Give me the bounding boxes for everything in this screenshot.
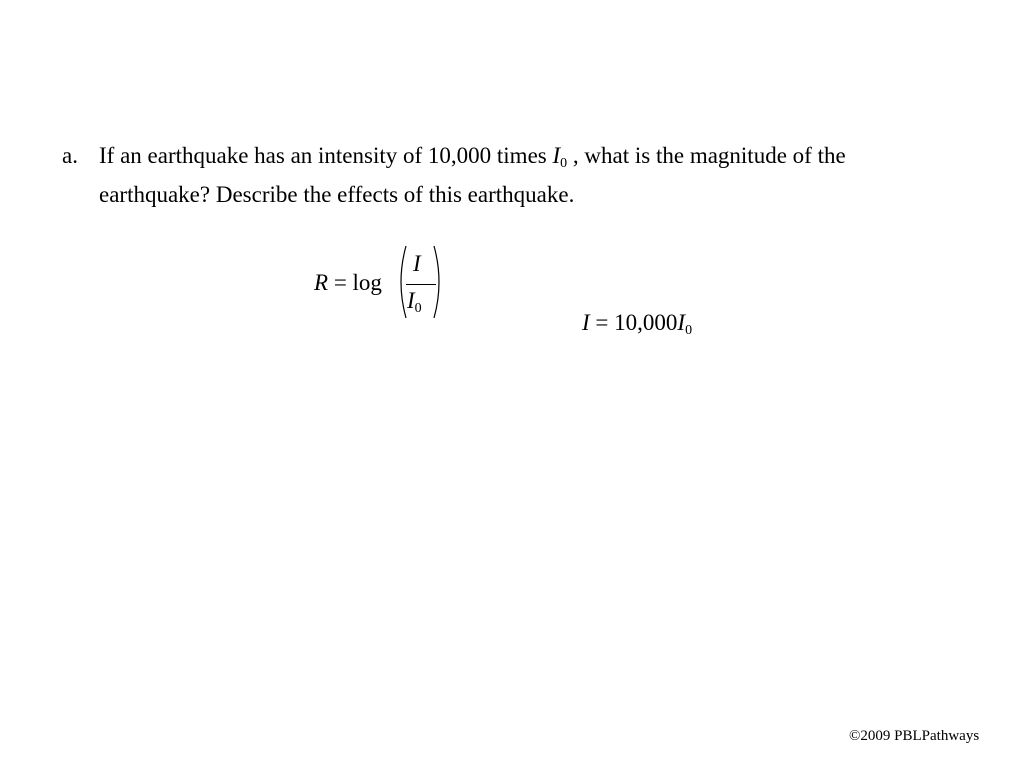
problem-text — [99, 140, 959, 210]
magnitude-equals: = — [328, 270, 353, 295]
magnitude-var-r: R — [314, 270, 329, 295]
problem-subscript-zero: 0 — [560, 156, 568, 171]
intensity-equals: = — [589, 310, 615, 335]
intensity-formula — [582, 310, 692, 339]
log-function: log — [352, 270, 382, 295]
problem-line2: earthquake? Describe the effects of this earthquake. — [99, 182, 575, 207]
list-marker: a. — [62, 143, 78, 168]
magnitude-lhs — [314, 270, 382, 296]
problem-var-i: I — [552, 143, 561, 168]
problem-line1-before: If an earthquake has an intensity of 10,000 times — [99, 143, 553, 168]
denominator-subscript: 0 — [414, 301, 422, 316]
left-parenthesis — [394, 244, 408, 320]
fraction-denominator — [407, 288, 422, 317]
intensity-rhs-subscript: 0 — [685, 323, 693, 338]
right-parenthesis — [432, 244, 446, 320]
intensity-rhs-var-i: I — [677, 310, 686, 335]
intensity-coefficient: 10,000 — [614, 310, 678, 335]
fraction-numerator: I — [413, 251, 421, 276]
problem-line1-after: , what is the magnitude of the — [567, 143, 846, 168]
intensity-var-i: I — [582, 310, 590, 335]
copyright-footer: ©2009 PBLPathways — [849, 728, 980, 744]
denominator-var-i: I — [407, 288, 415, 313]
